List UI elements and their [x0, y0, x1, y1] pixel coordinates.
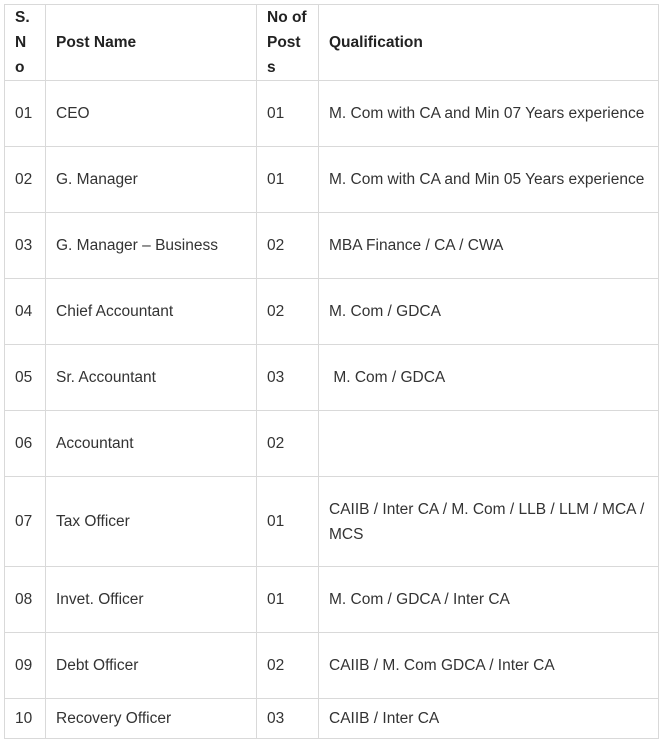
cell-no-of-posts: 02 [257, 633, 319, 699]
cell-post-name: G. Manager [46, 147, 257, 213]
table-row [5, 345, 659, 411]
cell-qualification: M. Com / GDCA [319, 345, 659, 411]
cell-qualification: CAIIB / Inter CA / M. Com / LLB / LLM / MCA / MCS [319, 477, 659, 567]
cell-sno: 01 [5, 81, 46, 147]
cell-qualification: CAIIB / M. Com GDCA / Inter CA [319, 633, 659, 699]
cell-no-of-posts: 02 [257, 411, 319, 477]
cell-qualification: M. Com / GDCA [319, 279, 659, 345]
cell-no-of-posts: 03 [257, 345, 319, 411]
header-post-name: Post Name [46, 5, 257, 81]
table-row [5, 567, 659, 633]
cell-no-of-posts: 01 [257, 81, 319, 147]
cell-qualification: M. Com with CA and Min 05 Years experience [319, 147, 659, 213]
cell-sno: 02 [5, 147, 46, 213]
cell-sno: 06 [5, 411, 46, 477]
cell-post-name: CEO [46, 81, 257, 147]
cell-sno: 07 [5, 477, 46, 567]
cell-no-of-posts: 02 [257, 213, 319, 279]
table-row [5, 411, 659, 477]
table-row [5, 213, 659, 279]
cell-sno: 04 [5, 279, 46, 345]
cell-qualification: M. Com with CA and Min 07 Years experience [319, 81, 659, 147]
table-row [5, 633, 659, 699]
cell-sno: 08 [5, 567, 46, 633]
posts-table [4, 4, 659, 739]
cell-no-of-posts: 01 [257, 477, 319, 567]
cell-no-of-posts: 01 [257, 147, 319, 213]
header-qualification: Qualification [319, 5, 659, 81]
cell-post-name: Chief Accountant [46, 279, 257, 345]
cell-qualification: M. Com / GDCA / Inter CA [319, 567, 659, 633]
cell-post-name: G. Manager – Business [46, 213, 257, 279]
cell-sno: 10 [5, 699, 46, 739]
cell-sno: 09 [5, 633, 46, 699]
cell-post-name: Sr. Accountant [46, 345, 257, 411]
cell-qualification: CAIIB / Inter CA [319, 699, 659, 739]
table-row [5, 147, 659, 213]
header-no-of-posts: No of Posts [257, 5, 319, 81]
cell-no-of-posts: 01 [257, 567, 319, 633]
cell-sno: 03 [5, 213, 46, 279]
cell-post-name: Recovery Officer [46, 699, 257, 739]
table-row [5, 81, 659, 147]
cell-post-name: Accountant [46, 411, 257, 477]
cell-post-name: Invet. Officer [46, 567, 257, 633]
cell-qualification: MBA Finance / CA / CWA [319, 213, 659, 279]
cell-qualification [319, 411, 659, 477]
cell-post-name: Debt Officer [46, 633, 257, 699]
cell-sno: 05 [5, 345, 46, 411]
cell-post-name: Tax Officer [46, 477, 257, 567]
table-header-row [5, 5, 659, 81]
cell-no-of-posts: 03 [257, 699, 319, 739]
cell-no-of-posts: 02 [257, 279, 319, 345]
table-row [5, 477, 659, 567]
header-sno: S. No [5, 5, 46, 81]
table-row [5, 279, 659, 345]
